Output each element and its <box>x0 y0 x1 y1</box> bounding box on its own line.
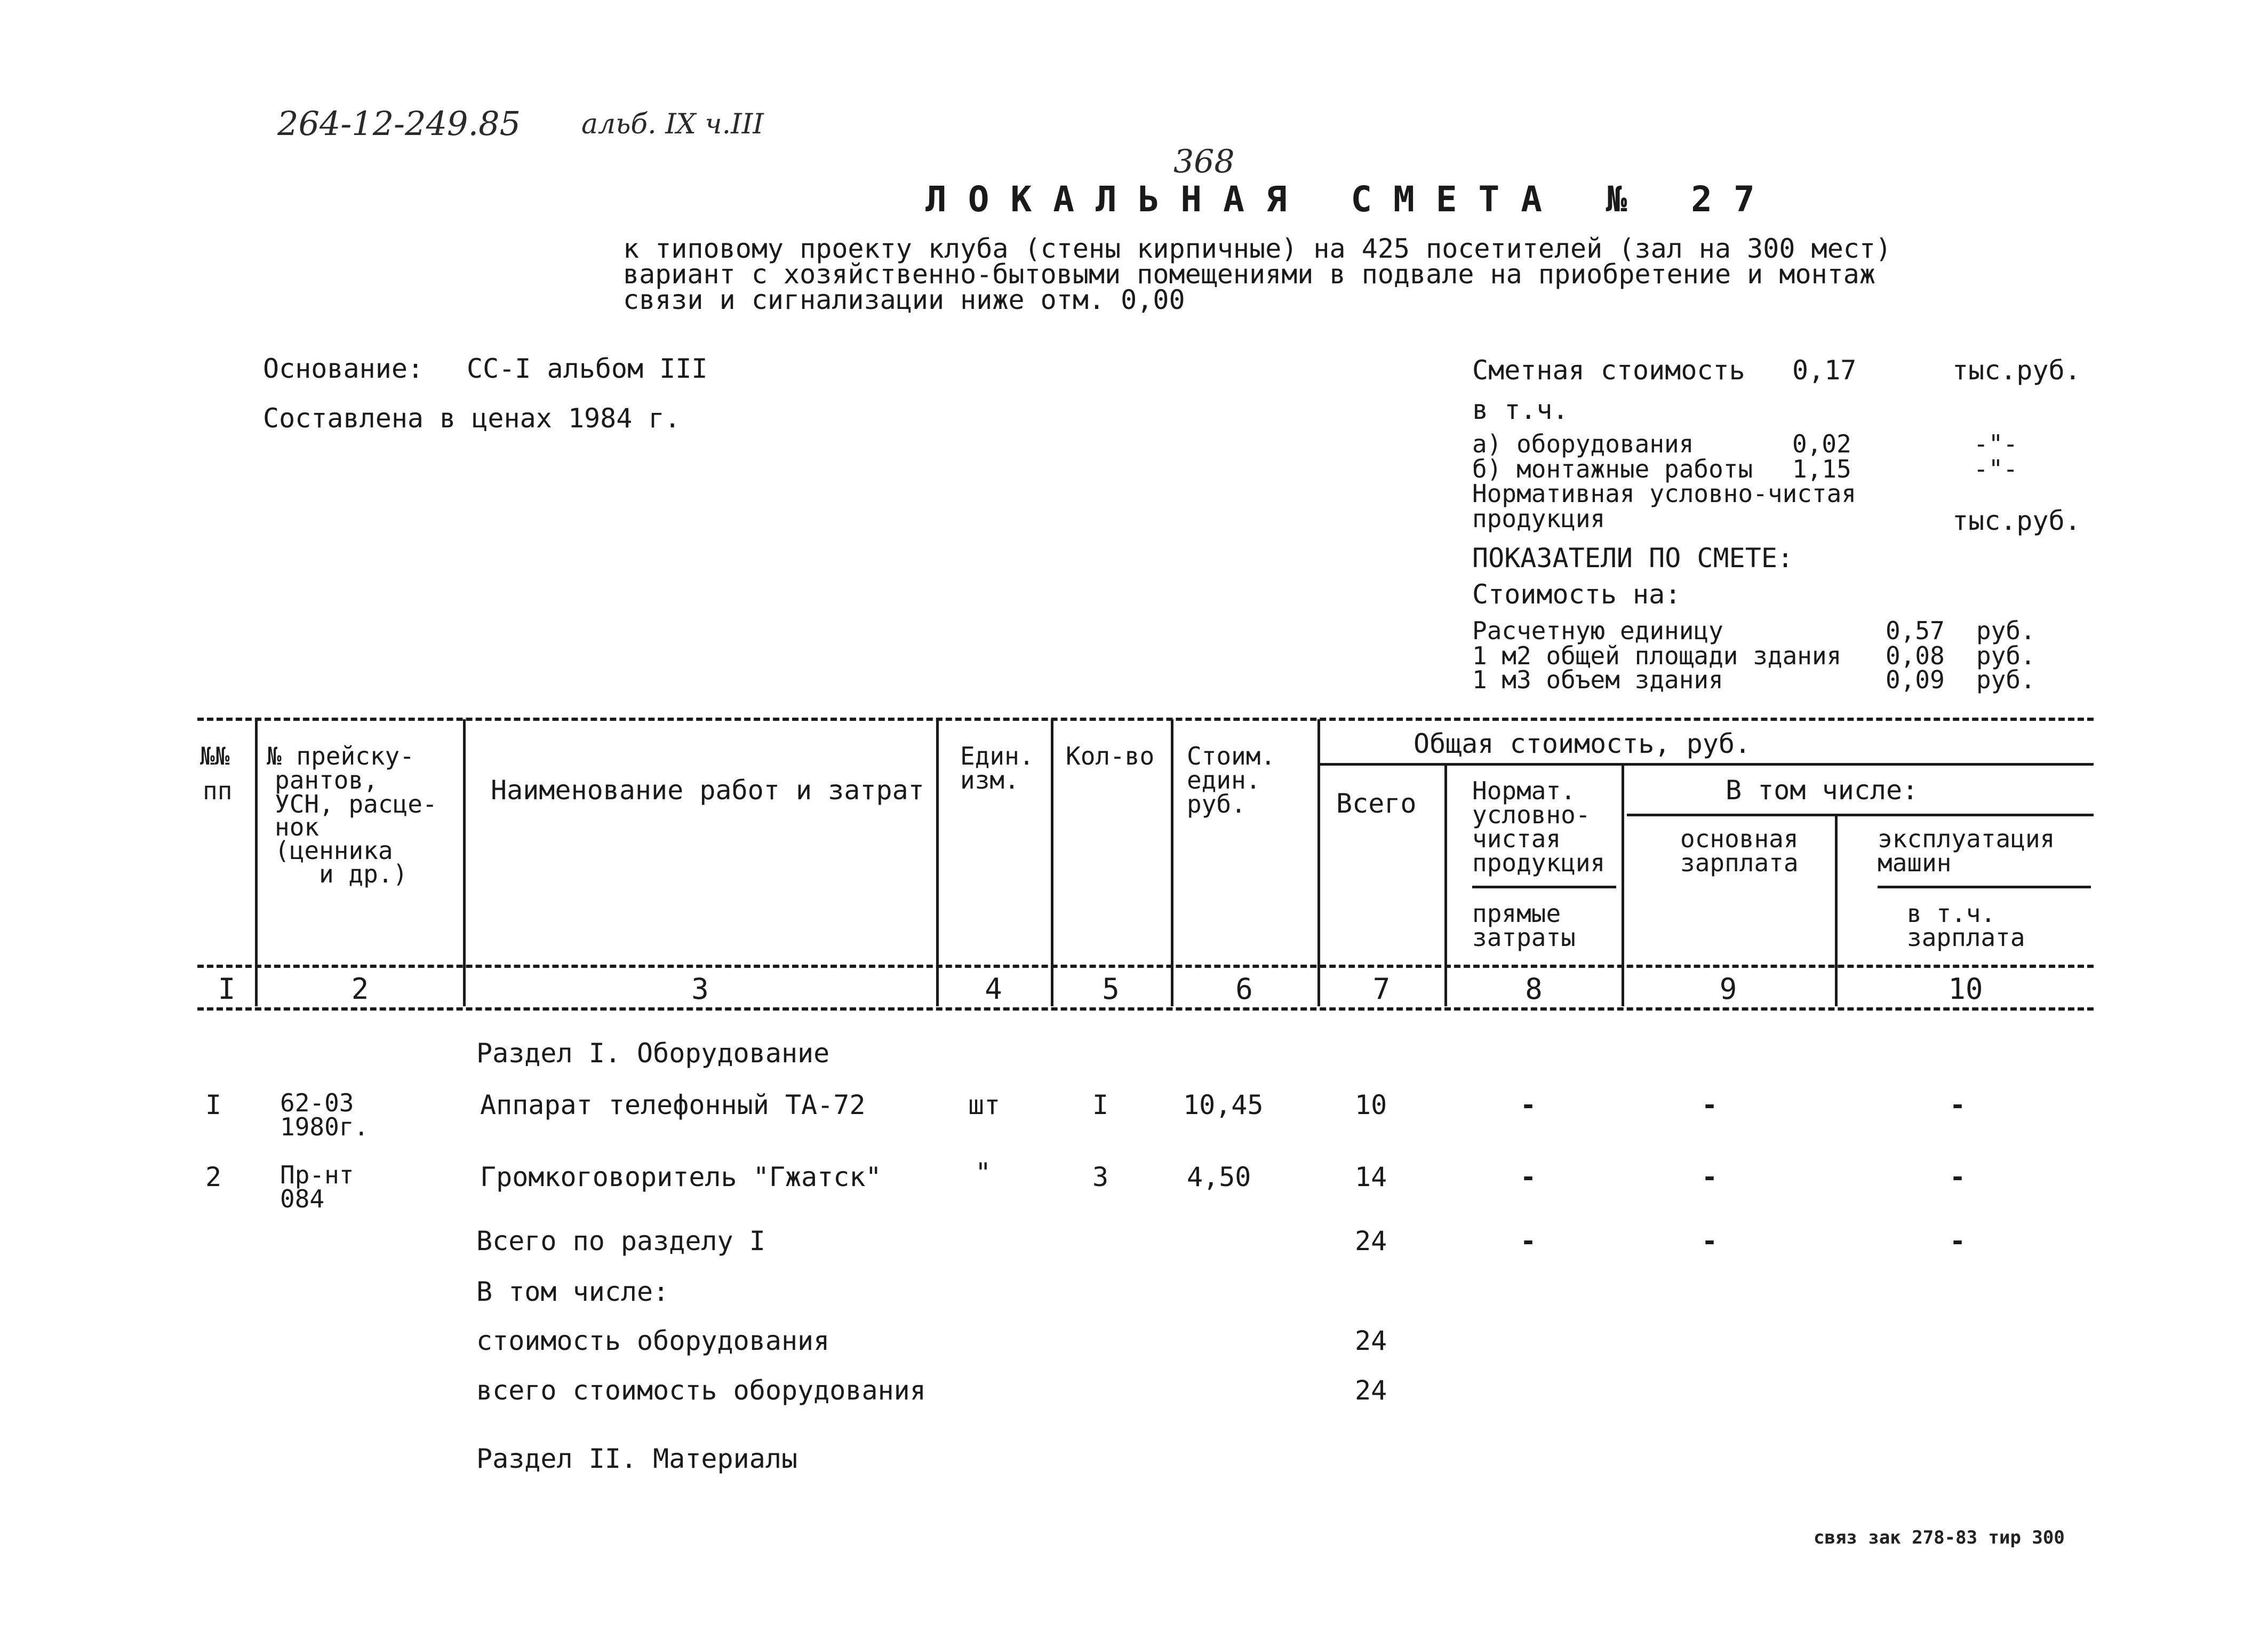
header-c8-line2: условно- <box>1472 800 1591 829</box>
row-1-unit: шт <box>968 1090 1001 1120</box>
column-number-5: 5 <box>1102 972 1120 1006</box>
row-1-c8: - <box>1520 1090 1537 1120</box>
row-2-name: Громкоговоритель "Гжатск" <box>480 1162 882 1192</box>
prices-year: Составлена в ценах 1984 г. <box>263 403 681 434</box>
per-m3-unit: руб. <box>1976 665 2035 694</box>
col-divider-4 <box>1051 719 1053 1006</box>
header-incl-group: В том числе: <box>1726 775 1919 806</box>
header-c3: Наименование работ и затрат <box>491 775 924 806</box>
header-c1-line2: пп <box>203 776 233 805</box>
estimated-cost-label: Сметная стоимость <box>1472 355 1745 386</box>
col-divider-7 <box>1444 764 1447 1006</box>
col-divider-2 <box>463 719 466 1006</box>
c10-split-rule <box>1878 886 2091 888</box>
row-2-num: 2 <box>205 1162 222 1192</box>
table-top-rule <box>197 718 2094 721</box>
row-1-ref-2: 1980г. <box>280 1112 369 1141</box>
row-2-c9: - <box>1702 1162 1718 1192</box>
basis-value: СС-I альбом III <box>467 353 708 384</box>
equipment-cost-value: 24 <box>1355 1325 1387 1356</box>
per-m3-value: 0,09 <box>1886 665 1945 694</box>
total-equipment-label: всего стоимость оборудования <box>476 1375 926 1406</box>
total-group-rule <box>1320 763 2094 766</box>
including-label-table: В том числе: <box>476 1276 669 1307</box>
normative-label-1: Нормативная условно-чистая <box>1472 479 1857 508</box>
basis-label: Основание: <box>263 353 424 384</box>
section-1-title: Раздел I. Оборудование <box>476 1038 830 1069</box>
indicators-label: ПОКАЗАТЕЛИ ПО СМЕТЕ: <box>1472 543 1794 574</box>
column-number-10: 10 <box>1948 972 1983 1006</box>
header-c7: Всего <box>1336 788 1417 819</box>
incl-group-rule <box>1627 814 2094 816</box>
per-m2-label: 1 м2 общей площади здания <box>1472 641 1842 670</box>
document-code: 264-12-249.85 <box>277 104 521 143</box>
col-divider-5 <box>1171 719 1173 1006</box>
subtitle-line-1: к типовому проекту клуба (стены кирпичные) на 425 посетителей (зал на 300 мест) <box>623 233 1892 264</box>
row-1-unit-cost: 10,45 <box>1183 1090 1264 1120</box>
header-c4-line1: Един. <box>960 742 1034 770</box>
row-2-c10: - <box>1950 1162 1966 1192</box>
normative-label-2: продукция <box>1472 504 1606 533</box>
header-c2-line2: рантов, <box>275 766 378 794</box>
header-c10-line2: машин <box>1878 848 1952 877</box>
cost-per-label: Стоимость на: <box>1472 579 1681 610</box>
header-c2-line1: № прейску- <box>267 742 414 770</box>
header-total-group: Общая стоимость, руб. <box>1413 728 1751 759</box>
row-1-qty: I <box>1092 1090 1109 1120</box>
column-number-7: 7 <box>1372 972 1391 1006</box>
header-c10-bottom-1: в т.ч. <box>1907 899 1996 928</box>
column-number-8: 8 <box>1525 972 1543 1006</box>
column-number-1: I <box>218 972 236 1006</box>
per-unit-value: 0,57 <box>1886 616 1945 645</box>
equipment-value: 0,02 <box>1792 430 1851 458</box>
subtitle-line-2: вариант с хозяйственно-бытовыми помещениями в подвале на приобретение и монтаж <box>623 259 1875 290</box>
estimated-cost-value: 0,17 <box>1792 355 1857 386</box>
col-divider-3 <box>936 719 939 1006</box>
c8-split-rule <box>1472 886 1616 888</box>
column-number-3: 3 <box>691 972 709 1006</box>
row-2-unit: " <box>975 1157 992 1188</box>
header-c2-line6: и др.) <box>319 860 408 888</box>
column-number-2: 2 <box>351 972 369 1006</box>
per-m2-value: 0,08 <box>1886 641 1945 670</box>
row-2-total: 14 <box>1355 1162 1387 1192</box>
header-c9-line2: зарплата <box>1680 848 1799 877</box>
row-2-ref-2: 084 <box>280 1184 325 1213</box>
installation-value: 1,15 <box>1792 455 1851 483</box>
column-number-6: 6 <box>1235 972 1253 1006</box>
per-unit-label: Расчетную единицу <box>1472 616 1723 645</box>
header-c10-bottom-2: зарплата <box>1907 923 2025 952</box>
header-c5: Кол-во <box>1066 742 1155 770</box>
subtotal-label: Всего по разделу I <box>476 1226 765 1257</box>
header-bottom-rule <box>197 965 2094 968</box>
subtotal-value: 24 <box>1355 1226 1387 1257</box>
including-label: в т.ч. <box>1472 394 1569 425</box>
header-c2-line5: (ценника <box>275 836 393 865</box>
header-c6-line2: един. <box>1187 766 1261 794</box>
header-c8-line4: продукция <box>1472 848 1606 877</box>
estimated-cost-unit: тыс.руб. <box>1952 355 2081 386</box>
subtotal-c9: - <box>1702 1226 1718 1257</box>
row-1-name: Аппарат телефонный ТА-72 <box>480 1090 866 1120</box>
header-c8-line3: чистая <box>1472 824 1561 853</box>
subtotal-c8: - <box>1520 1226 1537 1257</box>
installation-ditto: -"- <box>1974 455 2018 483</box>
row-1-total: 10 <box>1355 1090 1387 1120</box>
header-c2-line3: УСН, расце- <box>275 790 437 818</box>
header-c9-line1: основная <box>1680 824 1799 853</box>
column-number-rule <box>197 1007 2094 1011</box>
header-c1-line1: №№ <box>200 742 230 770</box>
document-title: ЛОКАЛЬНАЯ СМЕТА № 27 <box>925 179 1776 220</box>
print-stamp: связ зак 278-83 тир 300 <box>1814 1527 2065 1548</box>
header-c6-line1: Стоим. <box>1187 742 1276 770</box>
equipment-cost-label: стоимость оборудования <box>476 1325 830 1356</box>
equipment-ditto: -"- <box>1974 430 2018 458</box>
header-c8-line1: Нормат. <box>1472 776 1576 805</box>
per-unit-unit: руб. <box>1976 616 2035 645</box>
per-m2-unit: руб. <box>1976 641 2035 670</box>
equipment-label: а) оборудования <box>1472 430 1694 458</box>
row-2-unit-cost: 4,50 <box>1187 1162 1251 1192</box>
column-number-4: 4 <box>985 972 1002 1006</box>
col-divider-1 <box>255 719 258 1006</box>
header-c8-bottom-1: прямые <box>1472 899 1561 928</box>
album-reference: альб. IX ч.III <box>581 108 764 140</box>
row-1-ref-1: 62-03 <box>280 1088 354 1117</box>
col-divider-8 <box>1622 764 1624 1006</box>
per-m3-label: 1 м3 объем здания <box>1472 665 1723 694</box>
row-2-qty: 3 <box>1092 1162 1109 1192</box>
row-1-num: I <box>205 1090 222 1120</box>
header-c4-line2: изм. <box>960 766 1019 794</box>
section-2-title: Раздел II. Материалы <box>476 1443 798 1474</box>
row-2-c8: - <box>1520 1162 1537 1192</box>
header-c8-bottom-2: затраты <box>1472 923 1576 952</box>
normative-unit: тыс.руб. <box>1952 505 2081 536</box>
subtotal-c10: - <box>1950 1226 1966 1257</box>
column-number-9: 9 <box>1719 972 1737 1006</box>
header-c2-line4: нок <box>275 813 320 841</box>
row-1-c9: - <box>1702 1090 1718 1120</box>
header-c6-line3: руб. <box>1187 790 1246 818</box>
col-divider-6 <box>1317 719 1320 1006</box>
header-c10-line1: эксплуатация <box>1878 824 2055 853</box>
page-number: 368 <box>1173 143 1235 180</box>
row-1-c10: - <box>1950 1090 1966 1120</box>
installation-label: б) монтажные работы <box>1472 455 1753 483</box>
total-equipment-value: 24 <box>1355 1375 1387 1406</box>
subtitle-line-3: связи и сигнализации ниже отм. 0,00 <box>623 284 1185 315</box>
row-2-ref-1: Пр-нт <box>280 1160 354 1189</box>
